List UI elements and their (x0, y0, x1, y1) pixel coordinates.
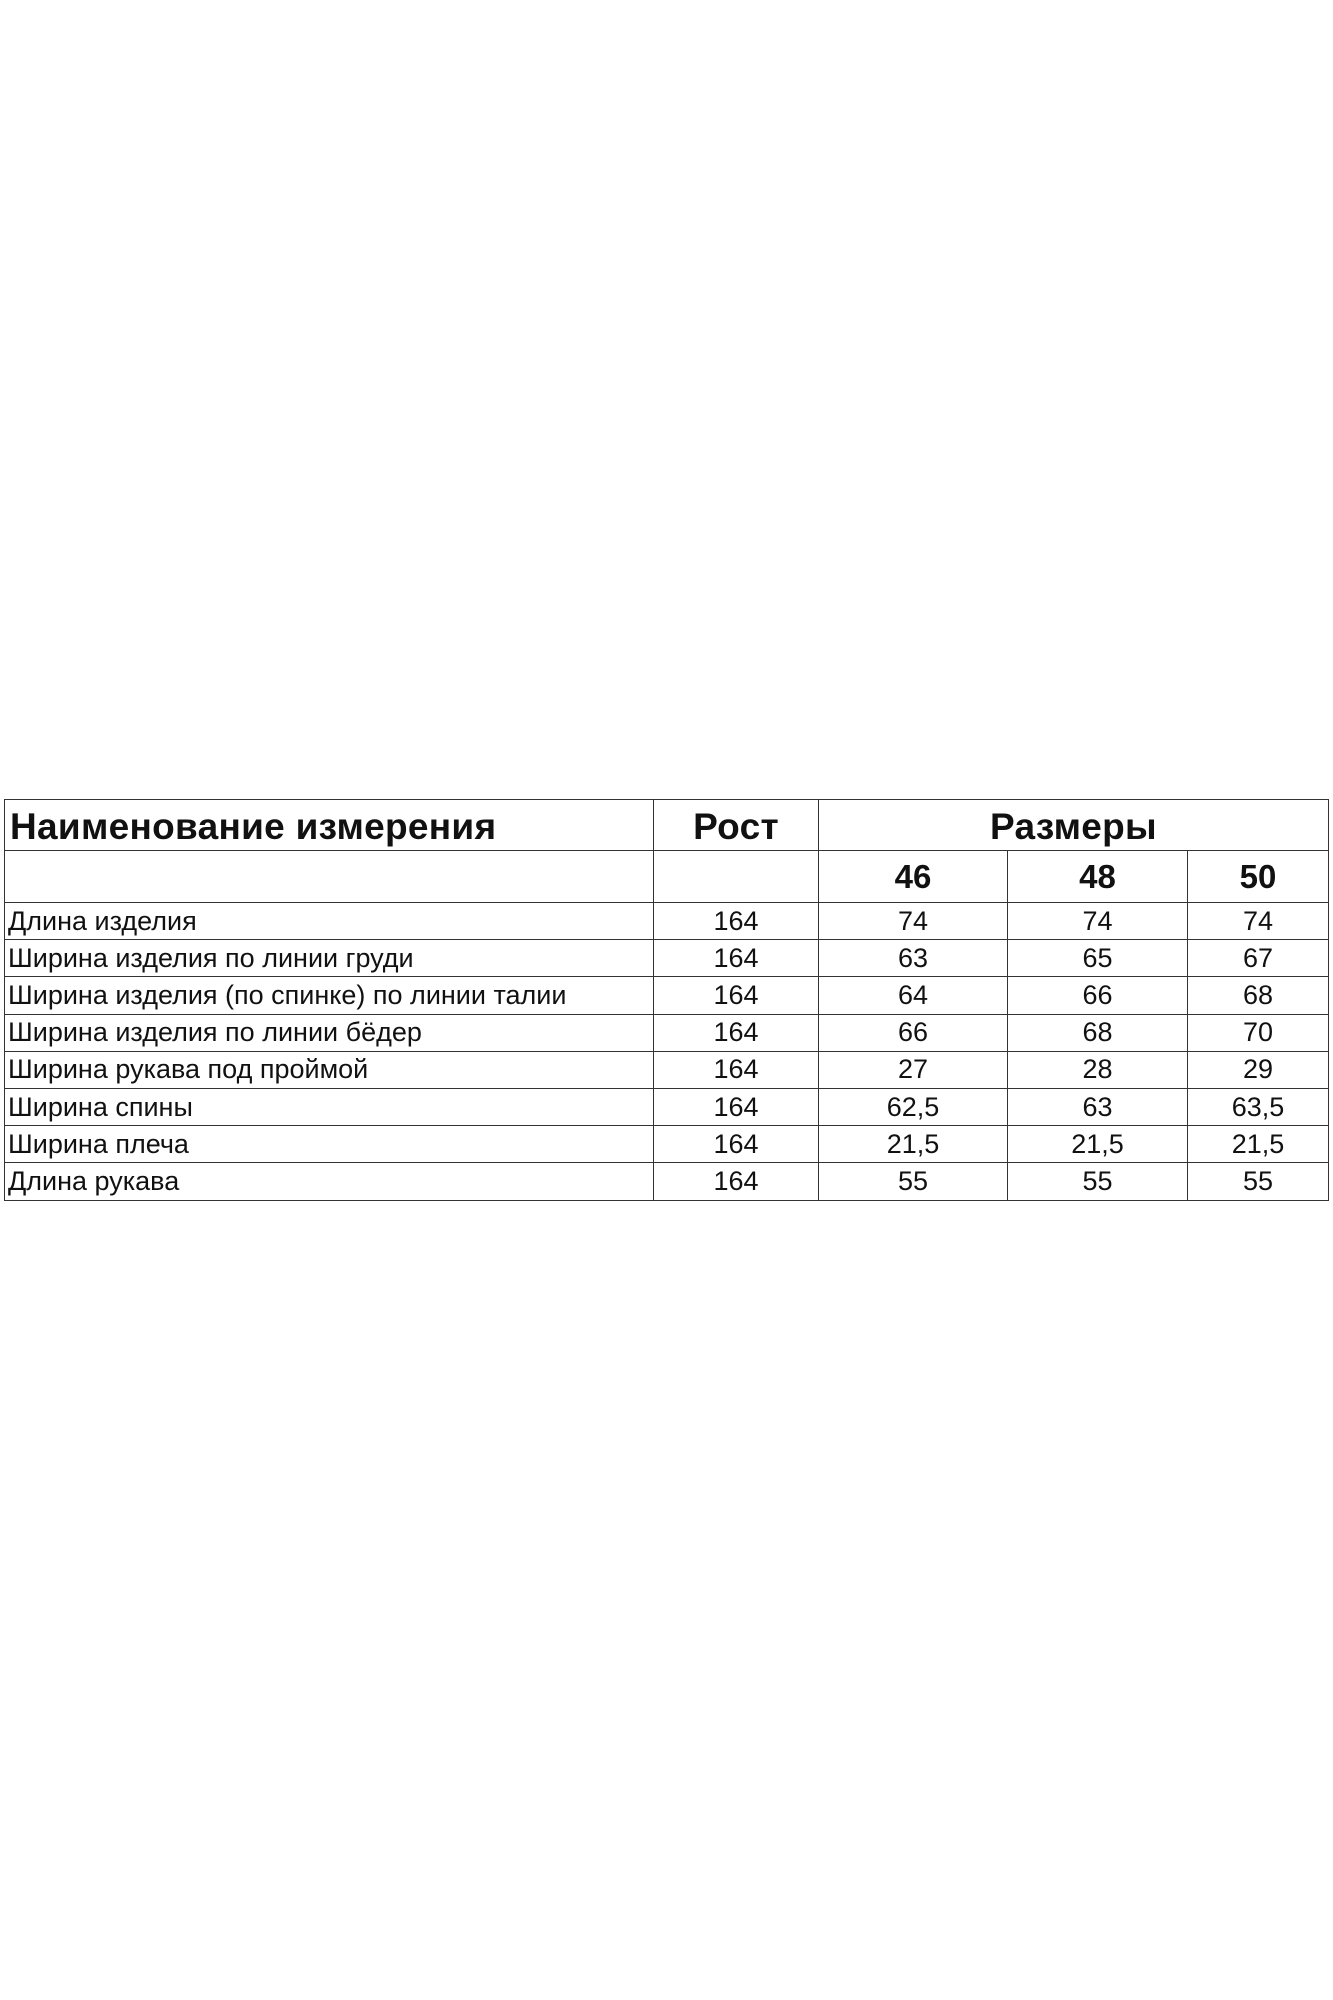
empty-height-cell (654, 851, 819, 903)
table-row (5, 1163, 1329, 1200)
size-50-value: 67 (1188, 940, 1329, 977)
size-46-header: 46 (819, 851, 1008, 903)
size-46-value: 63 (819, 940, 1008, 977)
size-46-value: 27 (819, 1051, 1008, 1088)
size-48-value: 55 (1008, 1163, 1188, 1200)
size-48-value: 65 (1008, 940, 1188, 977)
size-48-value: 74 (1008, 903, 1188, 940)
size-50-value: 55 (1188, 1163, 1329, 1200)
size-46-value: 62,5 (819, 1088, 1008, 1125)
sizes-header: Размеры (819, 800, 1329, 851)
size-46-value: 66 (819, 1014, 1008, 1051)
height-header: Рост (654, 800, 819, 851)
size-48-value: 68 (1008, 1014, 1188, 1051)
measurement-name: Ширина изделия по линии бёдер (5, 1014, 654, 1051)
size-50-value: 63,5 (1188, 1088, 1329, 1125)
table-row (5, 1051, 1329, 1088)
table-row (5, 1126, 1329, 1163)
measurement-name: Ширина спины (5, 1088, 654, 1125)
measurement-name: Ширина изделия (по спинке) по линии талии (5, 977, 654, 1014)
size-50-value: 74 (1188, 903, 1329, 940)
measurement-name-header: Наименование измерения (5, 800, 654, 851)
height-value: 164 (654, 1088, 819, 1125)
height-value: 164 (654, 1126, 819, 1163)
size-48-value: 63 (1008, 1088, 1188, 1125)
size-48-value: 21,5 (1008, 1126, 1188, 1163)
size-46-value: 55 (819, 1163, 1008, 1200)
height-value: 164 (654, 1163, 819, 1200)
size-50-header: 50 (1188, 851, 1329, 903)
size-50-value: 70 (1188, 1014, 1329, 1051)
measurement-name: Длина рукава (5, 1163, 654, 1200)
height-value: 164 (654, 977, 819, 1014)
size-46-value: 74 (819, 903, 1008, 940)
table-row (5, 1014, 1329, 1051)
measurement-name: Ширина рукава под проймой (5, 1051, 654, 1088)
height-value: 164 (654, 903, 819, 940)
size-48-value: 66 (1008, 977, 1188, 1014)
height-value: 164 (654, 1051, 819, 1088)
size-50-value: 21,5 (1188, 1126, 1329, 1163)
size-50-value: 29 (1188, 1051, 1329, 1088)
table-row (5, 977, 1329, 1014)
size-chart-table (4, 799, 1329, 1201)
size-48-header: 48 (1008, 851, 1188, 903)
size-48-value: 28 (1008, 1051, 1188, 1088)
table-row (5, 903, 1329, 940)
table-row (5, 940, 1329, 977)
empty-name-cell (5, 851, 654, 903)
size-46-value: 21,5 (819, 1126, 1008, 1163)
height-value: 164 (654, 1014, 819, 1051)
size-50-value: 68 (1188, 977, 1329, 1014)
sizes-row (5, 851, 1329, 903)
measurement-name: Длина изделия (5, 903, 654, 940)
header-row (5, 800, 1329, 851)
size-46-value: 64 (819, 977, 1008, 1014)
height-value: 164 (654, 940, 819, 977)
measurement-name: Ширина изделия по линии груди (5, 940, 654, 977)
measurement-name: Ширина плеча (5, 1126, 654, 1163)
table-row (5, 1088, 1329, 1125)
